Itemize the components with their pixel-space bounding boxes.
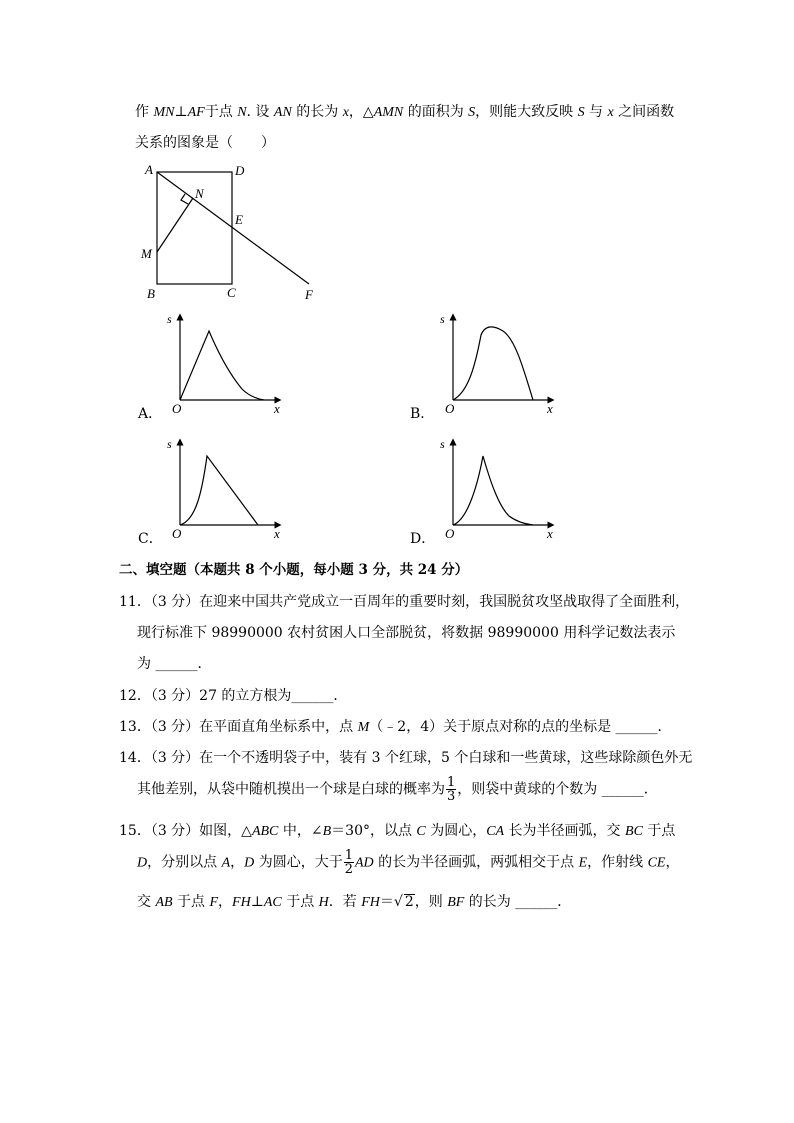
svg-text:x: x [274,401,280,416]
q14-line1: 14．（3 分）在一个不透明袋子中，装有 3 个红球，5 个白球和一些黄球，这些球除颜色外无 [119,750,693,766]
section-2-title: 二、填空题（本题共 8 个小题，每小题 3 分，共 24 分） [119,562,469,578]
option-c-label[interactable]: C． [138,531,163,547]
svg-text:s: s [167,437,172,451]
label-N: N [195,186,204,201]
label-M: M [141,246,152,261]
svg-text:O: O [172,401,182,416]
svg-text:s: s [440,312,445,326]
q15-line1: 15．（3 分）如图，△ABC 中，∠B＝30°，以点 C 为圆心，CA 长为半径画弧，交 BC 于点 [119,823,676,839]
q14-fraction: $\frac{1}{3}$ [447,775,456,804]
svg-text:x: x [547,526,553,541]
label-A: A [145,162,153,177]
svg-text:s: s [167,312,172,326]
q12-line1: 12．（3 分）27 的立方根为______． [119,688,348,704]
label-C: C [227,285,236,300]
q11-line2: 现行标准下 98990000 农村贫困人口全部脱贫，将数据 98990000 用科学记数法表示 [137,625,676,641]
option-b-label[interactable]: B． [410,406,435,422]
option-c-graph[interactable] [160,432,290,542]
q13-line1: 13．（3 分）在平面直角坐标系中，点 M（﹣2，4）关于原点对称的点的坐标是 ______． [119,719,672,735]
option-a-graph[interactable] [160,307,290,417]
label-F: F [305,287,313,302]
q15-line3: 交 AB 于点 F，FH⊥AC 于点 H．若 FH＝√ 2，则 BF 的长为 ______． [137,894,572,910]
label-E: E [235,212,243,227]
q10-geometry-figure [135,158,325,306]
option-a-label[interactable]: A． [138,406,163,422]
option-b-graph[interactable] [433,307,563,417]
q15-line2: D，分别以点 A，D 为圆心，大于 $\frac{1}{2}$ AD 的长为半径画弧，两弧相交于点 E，作射线 CE， [137,848,680,877]
q11-line1: 11．（3 分）在迎来中国共产党成立一百周年的重要时刻，我国脱贫攻坚战取得了全面胜利， [119,594,690,610]
sqrt-symbol: √ [393,894,403,910]
option-d-graph[interactable] [433,432,563,542]
q14-line2: 其他差别，从袋中随机摸出一个球是白球的概率为 $\frac{1}{3}$ ，则袋中黄球的个数为 ______． [137,775,658,804]
label-B: B [147,286,155,301]
svg-text:O: O [445,526,455,541]
svg-text:O: O [172,526,182,541]
q10-stem-line1: 作 MN⊥AF于点 N. 设 AN 的长为 x，△AMN 的面积为 S，则能大致反映 S 与 x 之间函数 [135,104,675,120]
q10-stem-line2: 关系的图象是（ ） [135,135,275,151]
svg-text:x: x [547,401,553,416]
svg-text:s: s [440,437,445,451]
q11-line3: 为 ______． [137,656,212,672]
label-D: D [235,163,245,178]
svg-text:x: x [274,526,280,541]
q15-fraction: $\frac{1}{2}$ [344,848,353,877]
option-d-label[interactable]: D． [410,531,436,547]
svg-text:O: O [445,401,455,416]
